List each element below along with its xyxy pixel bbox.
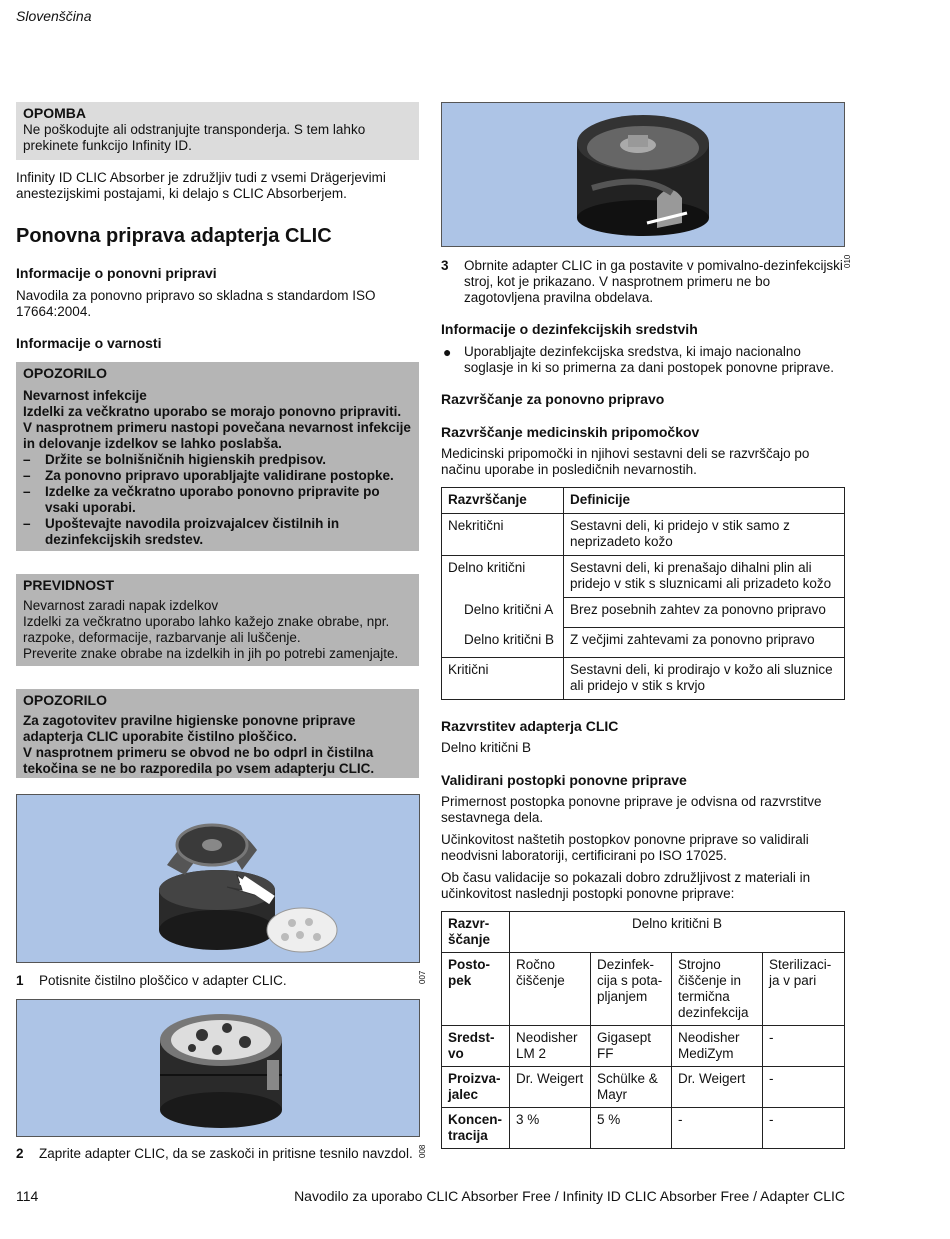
disinfectant-bullet xyxy=(441,344,845,376)
step-text: Potisnite čistilno ploščico v adapter CLIC. xyxy=(39,973,287,988)
list-item: – Upoštevajte navodila proizvajalcev čistilnih in dezinfekcijskih sredstev. xyxy=(23,516,412,548)
warning1-text: Izdelki za večkratno uporabo se morajo ponovno pripraviti. V nasprotnem primeru nastopi povečana nevarnost infekcije in delovanje izdelkov se lahko poslabša. xyxy=(23,404,411,451)
caution-text1: Izdelki za večkratno uporabo lahko kažejo znake obrabe, npr. razpoke, deformacije, razbarvanje ali luščenje. xyxy=(23,614,390,645)
footer-title: Navodilo za uporabo CLIC Absorber Free / Infinity ID CLIC Absorber Free / Adapter CLIC xyxy=(294,1188,845,1204)
step-text: Zaprite adapter CLIC, da se zaskoči in pritisne tesnilo navzdol. xyxy=(39,1146,413,1161)
table-row xyxy=(442,953,845,1026)
step-number: 3 xyxy=(441,258,449,273)
clic-adapter-closed-illustration xyxy=(17,1000,419,1136)
caution-text2: Preverite znake obrabe na izdelkih in jih po potrebi zamenjajte. xyxy=(23,646,399,661)
reprocessing-text: Navodila za ponovno pripravo so skladna s standardom ISO 17664:2004. xyxy=(16,288,376,319)
table-cell: Kritični xyxy=(442,658,564,700)
table-row-label: Posto-pek xyxy=(442,953,510,1026)
disinfectant-heading: Informacije o dezinfekcijskih sredstvih xyxy=(441,321,698,337)
classification-subheading: Razvrščanje medicinskih pripomočkov xyxy=(441,424,700,440)
section-title: Ponovna priprava adapterja CLIC xyxy=(16,225,332,247)
validated-p1: Primernost postopka ponovne priprave je odvisna od razvrstitve sestavnega dela. xyxy=(441,794,822,825)
step-3 xyxy=(441,258,845,306)
classification-table xyxy=(441,487,845,700)
classification-heading: Razvrščanje za ponovno pripravo xyxy=(441,391,665,407)
caution-title: PREVIDNOST xyxy=(23,577,115,593)
note-text: Ne poškodujte ali odstranjujte transponderja. S tem lahko prekinete funkcijo Infinity ID. xyxy=(23,122,366,153)
table-row xyxy=(442,514,845,556)
figure-number: 010 xyxy=(843,254,852,268)
note-title: OPOMBA xyxy=(23,105,86,121)
table-cell: 3 % xyxy=(510,1108,591,1149)
figure-turn-adapter xyxy=(441,102,852,268)
table-cell: - xyxy=(672,1108,763,1149)
warning-box-infection xyxy=(16,362,419,551)
list-item: – Izdelke za večkratno uporabo ponovno pripravite po vsaki uporabi. xyxy=(23,484,412,516)
table-row xyxy=(442,1026,845,1067)
caution-subtitle: Nevarnost zaradi napak izdelkov xyxy=(23,598,219,613)
list-item: – Za ponovno pripravo uporabljajte validirane postopke. xyxy=(23,468,412,484)
validated-p2: Učinkovitost naštetih postopkov ponovne priprave so validirali neodvisni laboratoriji, certificirani po ISO 17025. xyxy=(441,832,809,863)
warning-box-cleaning xyxy=(16,689,419,778)
table-cell: Dezinfek-cija s pota-pljanjem xyxy=(591,953,672,1026)
note-box xyxy=(16,102,419,160)
clic-adapter-disc-illustration xyxy=(17,795,419,962)
table-cell: Nekritični xyxy=(442,514,564,556)
table-row xyxy=(442,556,845,598)
table-cell: Strojno čiščenje in termična dezinfekcija xyxy=(672,953,763,1026)
table-row xyxy=(442,1108,845,1149)
validated-procedures-table xyxy=(441,911,845,1149)
table-header: Razvrščanje xyxy=(442,488,564,514)
step-number: 2 xyxy=(16,1146,24,1161)
table-cell: - xyxy=(763,1108,845,1149)
table-span-header: Delno kritični B xyxy=(510,912,845,953)
table-cell: - xyxy=(763,1067,845,1108)
warning2-text1: Za zagotovitev pravilne higienske ponovne priprave adapterja CLIC uporabite čistilno ploščico. xyxy=(23,713,356,744)
bullet-icon: ● xyxy=(443,344,452,360)
table-cell: Sestavni deli, ki prodirajo v kožo ali sluznice ali pridejo v stik s krvjo xyxy=(564,658,845,700)
table-row xyxy=(442,658,845,700)
table-row-label: Proizva-jalec xyxy=(442,1067,510,1108)
table-cell: Sestavni deli, ki prenašajo dihalni plin ali pridejo v stik s sluznicami ali prizadeto kožo xyxy=(564,556,845,598)
table-cell: Sterilizaci-ja v pari xyxy=(763,953,845,1026)
table-cell: 5 % xyxy=(591,1108,672,1149)
list-item: – Držite se bolnišničnih higienskih predpisov. xyxy=(23,452,412,468)
table-cell: Sestavni deli, ki pridejo v stik samo z neprizadeto kožo xyxy=(564,514,845,556)
warning2-title: OPOZORILO xyxy=(23,692,107,708)
table-row xyxy=(442,1067,845,1108)
step-1 xyxy=(16,973,419,989)
bullet-text: Uporabljajte dezinfekcijska sredstva, ki imajo nacionalno soglasje in ki so primerna za dani postopek ponovne priprave. xyxy=(464,344,834,375)
table-cell: Delno kritični xyxy=(442,556,564,598)
table-cell: Delno kritični B xyxy=(442,628,564,658)
table-cell: Dr. Weigert xyxy=(672,1067,763,1108)
figure-number: 007 xyxy=(418,970,427,984)
caution-box xyxy=(16,574,419,666)
language-label: Slovenščina xyxy=(16,8,92,24)
table-cell: Schülke & Mayr xyxy=(591,1067,672,1108)
step-text: Obrnite adapter CLIC in ga postavite v pomivalno-dezinfekcijski stroj, kot je prikazano. V nasprotnem primeru ne bo zagotovljena pravilna obdelava. xyxy=(464,258,843,305)
table-row xyxy=(442,598,845,628)
clic-adapter-inverted-illustration xyxy=(442,103,844,246)
page-number: 114 xyxy=(16,1188,39,1204)
table-cell: - xyxy=(763,1026,845,1067)
table-cell: Ročno čiščenje xyxy=(510,953,591,1026)
classification-text: Medicinski pripomočki in njihovi sestavni deli se razvrščajo po načinu uporabe in posledičnih nevarnostih. xyxy=(441,446,810,477)
table-header: Definicije xyxy=(564,488,845,514)
table-cell: Dr. Weigert xyxy=(510,1067,591,1108)
figure-number: 008 xyxy=(418,1144,427,1158)
table-corner: Razvr-ščanje xyxy=(442,912,510,953)
table-cell: Neodisher MediZym xyxy=(672,1026,763,1067)
validated-p3: Ob času validacije so pokazali dobro združljivost z materiali in učinkovitost naslednji postopki ponovne priprave: xyxy=(441,870,811,901)
reprocessing-heading: Informacije o ponovni pripravi xyxy=(16,265,217,281)
adapter-class-heading: Razvrstitev adapterja CLIC xyxy=(441,718,619,734)
table-cell: Neodisher LM 2 xyxy=(510,1026,591,1067)
warning1-subtitle: Nevarnost infekcije xyxy=(23,388,147,403)
table-cell: Delno kritični A xyxy=(442,598,564,628)
validated-heading: Validirani postopki ponovne priprave xyxy=(441,772,687,788)
table-cell: Gigasept FF xyxy=(591,1026,672,1067)
table-row-label: Koncen-tracija xyxy=(442,1108,510,1149)
compat-text: Infinity ID CLIC Absorber je združljiv tudi z vsemi Drägerjevimi anestezijskimi postajami, ki delajo s CLIC Absorberjem. xyxy=(16,170,386,201)
adapter-class-value: Delno kritični B xyxy=(441,740,532,755)
warning2-text2: V nasprotnem primeru se obvod ne bo odprl in čistilna tekočina se ne bo razporedila po vsem adapterju CLIC. xyxy=(23,745,375,776)
step-number: 1 xyxy=(16,973,24,988)
table-row xyxy=(442,628,845,658)
warning1-title: OPOZORILO xyxy=(23,365,107,381)
warning1-list xyxy=(23,452,412,548)
table-cell: Z večjimi zahtevami za ponovno pripravo xyxy=(564,628,845,658)
safety-heading: Informacije o varnosti xyxy=(16,335,162,351)
table-row-label: Sredst-vo xyxy=(442,1026,510,1067)
step-2 xyxy=(16,1146,426,1162)
table-cell: Brez posebnih zahtev za ponovno pripravo xyxy=(564,598,845,628)
